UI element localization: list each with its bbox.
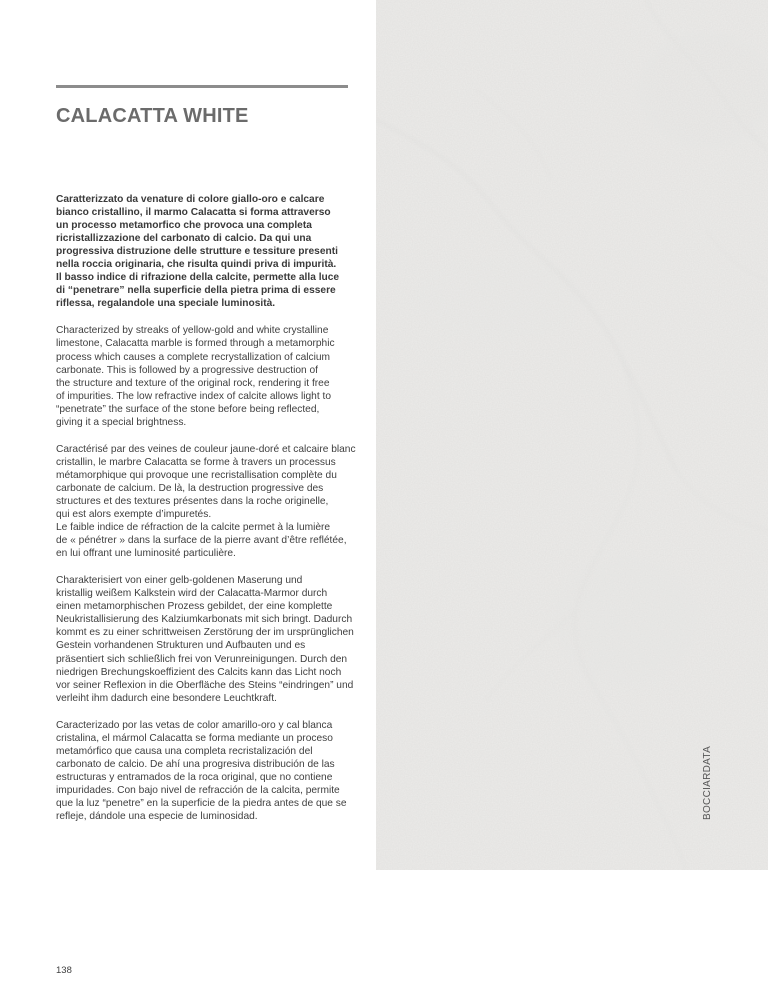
title-rule: [56, 85, 348, 88]
description-column: [56, 193, 356, 837]
description-spanish: Caracterizado por las vetas de color amarillo-oro y cal blanca cristalina, el mármol Calacatta se forma mediante un proceso metamórfico que causa una completa recristalización del carbonato de calcio. De ahí una progresiva distribución de las estructuras y entramados de la roca original, que no contiene impuridades. Con bajo nivel de refracción de la calcita, permite que la luz “penetre” en la superficie de la piedra antes de que se refleje, dándole una especie de luminosidad.: [56, 719, 347, 823]
stone-sample-image: [376, 0, 768, 870]
description-english: Characterized by streaks of yellow-gold and white crystalline limestone, Calacatta marble is formed through a metamorphic process which causes a complete recrystallization of calcium carbonate. This is followed by a progressive destruction of the structure and texture of the original rock, rendering it free of impurities. The low refractive index of calcite allows light to “penetrate” the surface of the stone before being reflected, giving it a special brightness.: [56, 325, 335, 428]
page-number: 138: [56, 965, 72, 976]
description-german: Charakterisiert von einer gelb-goldenen Maserung und kristallig weißem Kalkstein wird der Calacatta-Marmor durch einen metamorphischen Prozess gebildet, der eine komplette Neukristallisierung des Kalziumkarbonats mit sich bringt. Dadurch kommt es zu einer schrittweisen Zerstörung der im ursprünglichen Gestein vorhandenen Strukturen und Aufbauten und es präsentiert sich schließlich frei von Verunreinigungen. Durch den niedrigen Brechungskoeffizient des Calcits kann das Licht noch vor seiner Reflexion in die Oberfläche des Steins “eindringen” und verleiht ihm dadurch eine besondere Leuchtkraft.: [56, 575, 354, 704]
finish-label: BOCCIARDATA: [702, 745, 713, 820]
description-italian: Caratterizzato da venature di colore giallo-oro e calcare bianco cristallino, il marmo Calacatta si forma attraverso un processo metamorfico che provoca una completa ricristallizzazione del carbonato di calcio. Da qui una progressiva distruzione delle strutture e tessiture presenti nella roccia originaria, che risulta quindi priva di impurità. Il basso indice di rifrazione della calcite, permette alla luce di “penetrare” nella superficie della pietra prima di essere riflessa, regalandole una speciale luminosità.: [56, 194, 340, 310]
page-title: CALACATTA WHITE: [56, 105, 249, 127]
description-french: Caractérisé par des veines de couleur jaune-doré et calcaire blanc cristallin, le marbre Calacatta se forme à travers un processus métamorphique qui provoque une recristallisation complète du carbonate de calcium. De là, la destruction progressive des structures et des textures présentes dans la roche originelle, qui est alors exempte d’impuretés. Le faible indice de réfraction de la calcite permet à la lumière de « pénétrer » dans la surface de la pierre avant d’être reflétée, en lui offrant une luminosité particulière.: [56, 443, 356, 560]
marble-texture: [376, 0, 768, 870]
